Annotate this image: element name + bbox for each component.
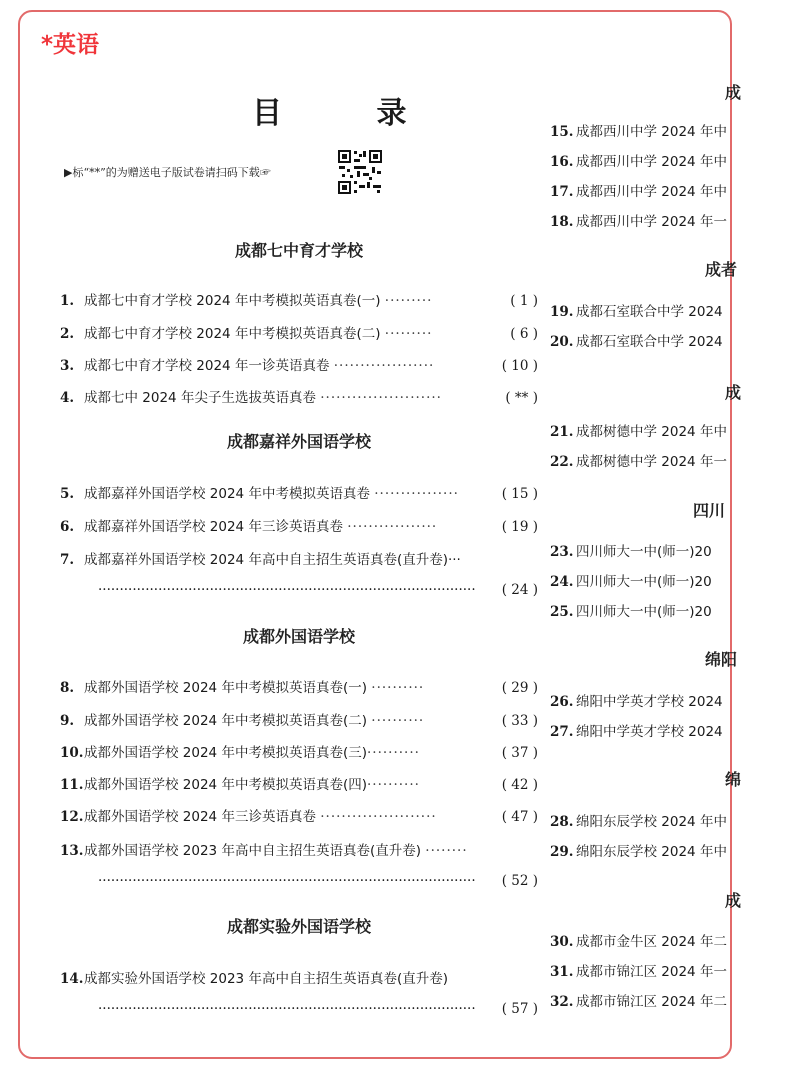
section-heading: 成都七中育才学校 (234, 241, 363, 260)
entry-number: 12. (60, 809, 84, 825)
toc-entry[interactable] (60, 518, 538, 536)
toc-entry[interactable] (60, 325, 538, 343)
section-heading: 成 (725, 83, 742, 102)
entry-title: 绵阳东辰学校 2024 年中 (576, 814, 727, 830)
toc-entry[interactable] (60, 551, 538, 569)
entry-number: 1. (60, 293, 75, 309)
entry-page: ( 33 ) (501, 713, 538, 729)
entry-title: 成都嘉祥外国语学校 2024 年中考模拟英语真卷 (84, 486, 370, 502)
toc-entry[interactable] (60, 389, 538, 407)
toc-entry-continuation[interactable] (98, 1000, 538, 1018)
toc-entry[interactable] (550, 813, 790, 831)
toc-entry[interactable] (550, 843, 790, 861)
page-frame (18, 10, 742, 1059)
toc-entry[interactable] (60, 808, 538, 826)
entry-title: 成都七中 2024 年尖子生选拔英语真卷 (84, 390, 316, 406)
entry-page: ( 24 ) (498, 581, 538, 599)
entry-title: 成都市金牛区 2024 年二 (576, 934, 727, 950)
toc-entry[interactable] (60, 842, 538, 860)
subject-badge: *英语 (41, 32, 100, 58)
entry-number: 32. (550, 994, 574, 1010)
entry-leader: ·········· (366, 777, 420, 793)
section-heading: 绵 (725, 770, 742, 789)
entry-page: ( 10 ) (501, 358, 538, 374)
entry-page: ( 15 ) (501, 486, 538, 502)
entry-leader: ·········· (371, 713, 425, 729)
entry-number: 24. (550, 574, 574, 590)
entry-number: 8. (60, 680, 75, 696)
section-heading: 绵阳 (705, 650, 738, 669)
entry-leader: ········· (384, 326, 433, 342)
entry-number: 25. (550, 604, 574, 620)
entry-number: 17. (550, 184, 574, 200)
entry-number: 30. (550, 934, 574, 950)
entry-page: ( ** ) (505, 390, 538, 406)
toc-entry[interactable] (550, 453, 790, 471)
entry-title: 成都树德中学 2024 年中 (576, 424, 727, 440)
toc-entry[interactable] (550, 303, 790, 321)
toc-left-page (60, 12, 538, 1057)
entry-leader: ························································································ (98, 873, 476, 889)
entry-title: 绵阳中学英才学校 2024 (576, 724, 723, 740)
entry-title: 四川师大一中(师一)20 (576, 574, 712, 590)
section-heading: 成都嘉祥外国语学校 (226, 432, 371, 451)
section-heading: 成都实验外国语学校 (226, 917, 371, 936)
section-heading: 成 (725, 383, 742, 402)
section-heading: 四川 (693, 501, 726, 520)
entry-page: ( 6 ) (510, 326, 538, 342)
toc-entry[interactable] (60, 744, 538, 762)
entry-page: ( 42 ) (501, 777, 538, 793)
toc-title: 目 录 (252, 96, 449, 131)
section-heading: 成都外国语学校 (242, 627, 355, 646)
entry-number: 2. (60, 326, 75, 342)
toc-entry[interactable] (550, 573, 790, 591)
entry-number: 15. (550, 124, 574, 140)
entry-leader: ······················ (320, 809, 437, 825)
toc-entry-continuation[interactable] (98, 581, 538, 599)
toc-entry[interactable] (60, 485, 538, 503)
entry-title: 绵阳中学英才学校 2024 (576, 694, 723, 710)
section-heading: 成 (725, 891, 742, 910)
entry-title: 四川师大一中(师一)20 (576, 544, 712, 560)
entry-title: 成都七中育才学校 2024 年中考模拟英语真卷(一) (84, 293, 381, 309)
entry-leader: ······················· (320, 390, 442, 406)
entry-title: 成都七中育才学校 2024 年中考模拟英语真卷(二) (84, 326, 381, 342)
entry-title: 成都实验外国语学校 2023 年高中自主招生英语真卷(直升卷) (84, 971, 448, 987)
entry-number: 10. (60, 745, 84, 761)
entry-title: 成都嘉祥外国语学校 2024 年高中自主招生英语真卷(直升卷)··· (84, 552, 461, 568)
toc-entry[interactable] (60, 970, 538, 988)
toc-entry[interactable] (550, 423, 790, 441)
entry-number: 7. (60, 552, 75, 568)
entry-number: 20. (550, 334, 574, 350)
entry-title: 成都西川中学 2024 年中 (576, 184, 727, 200)
entry-number: 13. (60, 843, 84, 859)
entry-page: ( 52 ) (498, 872, 538, 890)
entry-number: 29. (550, 844, 574, 860)
entry-leader: ················· (347, 519, 438, 535)
toc-entry[interactable] (550, 183, 790, 201)
toc-entry[interactable] (550, 123, 790, 141)
entry-number: 27. (550, 724, 574, 740)
toc-entry[interactable] (60, 712, 538, 730)
entry-title: 成都西川中学 2024 年一 (576, 214, 727, 230)
entry-title: 四川师大一中(师一)20 (576, 604, 712, 620)
entry-title: 成都外国语学校 2024 年三诊英语真卷 (84, 809, 316, 825)
toc-entry[interactable] (60, 292, 538, 310)
entry-page: ( 19 ) (501, 519, 538, 535)
toc-entry[interactable] (550, 993, 790, 1011)
entry-title: 成都树德中学 2024 年一 (576, 454, 727, 470)
entry-leader: ········ (425, 843, 468, 859)
entry-number: 11. (60, 777, 84, 793)
entry-leader: ········· (384, 293, 433, 309)
toc-entry[interactable] (550, 723, 790, 741)
entry-leader: ························································································ (98, 582, 476, 598)
toc-entry[interactable] (550, 543, 790, 561)
entry-number: 19. (550, 304, 574, 320)
entry-title: 成都外国语学校 2024 年中考模拟英语真卷(四) (84, 777, 367, 793)
entry-title: 成都嘉祥外国语学校 2024 年三诊英语真卷 (84, 519, 343, 535)
entry-page: ( 1 ) (510, 293, 538, 309)
entry-title: 成都外国语学校 2023 年高中自主招生英语真卷(直升卷) (84, 843, 421, 859)
entry-leader: ························································································ (98, 1001, 476, 1017)
entry-number: 4. (60, 390, 75, 406)
entry-page: ( 29 ) (501, 680, 538, 696)
toc-entry[interactable] (550, 213, 790, 231)
entry-title: 成都外国语学校 2024 年中考模拟英语真卷(二) (84, 713, 367, 729)
qr-code-icon[interactable] (337, 149, 383, 195)
toc-entry[interactable] (60, 357, 538, 375)
entry-number: 21. (550, 424, 574, 440)
entry-title: 成都外国语学校 2024 年中考模拟英语真卷(一) (84, 680, 367, 696)
entry-title: 成都七中育才学校 2024 年一诊英语真卷 (84, 358, 330, 374)
toc-entry[interactable] (550, 933, 790, 951)
entry-number: 28. (550, 814, 574, 830)
toc-entry-continuation[interactable] (98, 872, 538, 890)
entry-leader: ·········· (371, 680, 425, 696)
entry-number: 9. (60, 713, 75, 729)
entry-leader: ················ (374, 486, 459, 502)
entry-page: ( 37 ) (501, 745, 538, 761)
entry-number: 3. (60, 358, 75, 374)
toc-entry[interactable] (550, 333, 790, 351)
toc-entry[interactable] (60, 679, 538, 697)
entry-title: 成都西川中学 2024 年中 (576, 154, 727, 170)
entry-page: ( 57 ) (498, 1000, 538, 1018)
entry-leader: ·········· (366, 745, 420, 761)
toc-entry[interactable] (550, 693, 790, 711)
section-heading: 成者 (705, 260, 738, 279)
entry-number: 6. (60, 519, 75, 535)
entry-title: 成都石室联合中学 2024 (576, 334, 723, 350)
entry-leader: ··················· (333, 358, 435, 374)
entry-number: 5. (60, 486, 75, 502)
entry-number: 31. (550, 964, 574, 980)
entry-number: 14. (60, 971, 84, 987)
entry-number: 23. (550, 544, 574, 560)
entry-number: 18. (550, 214, 574, 230)
entry-number: 22. (550, 454, 574, 470)
entry-number: 16. (550, 154, 574, 170)
toc-entry[interactable] (60, 776, 538, 794)
entry-title: 成都石室联合中学 2024 (576, 304, 723, 320)
download-note: ▶标“**”的为赠送电子版试卷请扫码下载☞ (64, 166, 271, 179)
toc-entry[interactable] (550, 153, 790, 171)
entry-title: 成都西川中学 2024 年中 (576, 124, 727, 140)
entry-number: 26. (550, 694, 574, 710)
entry-page: ( 47 ) (501, 809, 538, 825)
entry-title: 绵阳东辰学校 2024 年中 (576, 844, 727, 860)
entry-title: 成都市锦江区 2024 年二 (576, 994, 727, 1010)
toc-right-page-partial (545, 12, 742, 1057)
entry-title: 成都市锦江区 2024 年一 (576, 964, 727, 980)
toc-entry[interactable] (550, 603, 790, 621)
toc-entry[interactable] (550, 963, 790, 981)
entry-title: 成都外国语学校 2024 年中考模拟英语真卷(三) (84, 745, 367, 761)
